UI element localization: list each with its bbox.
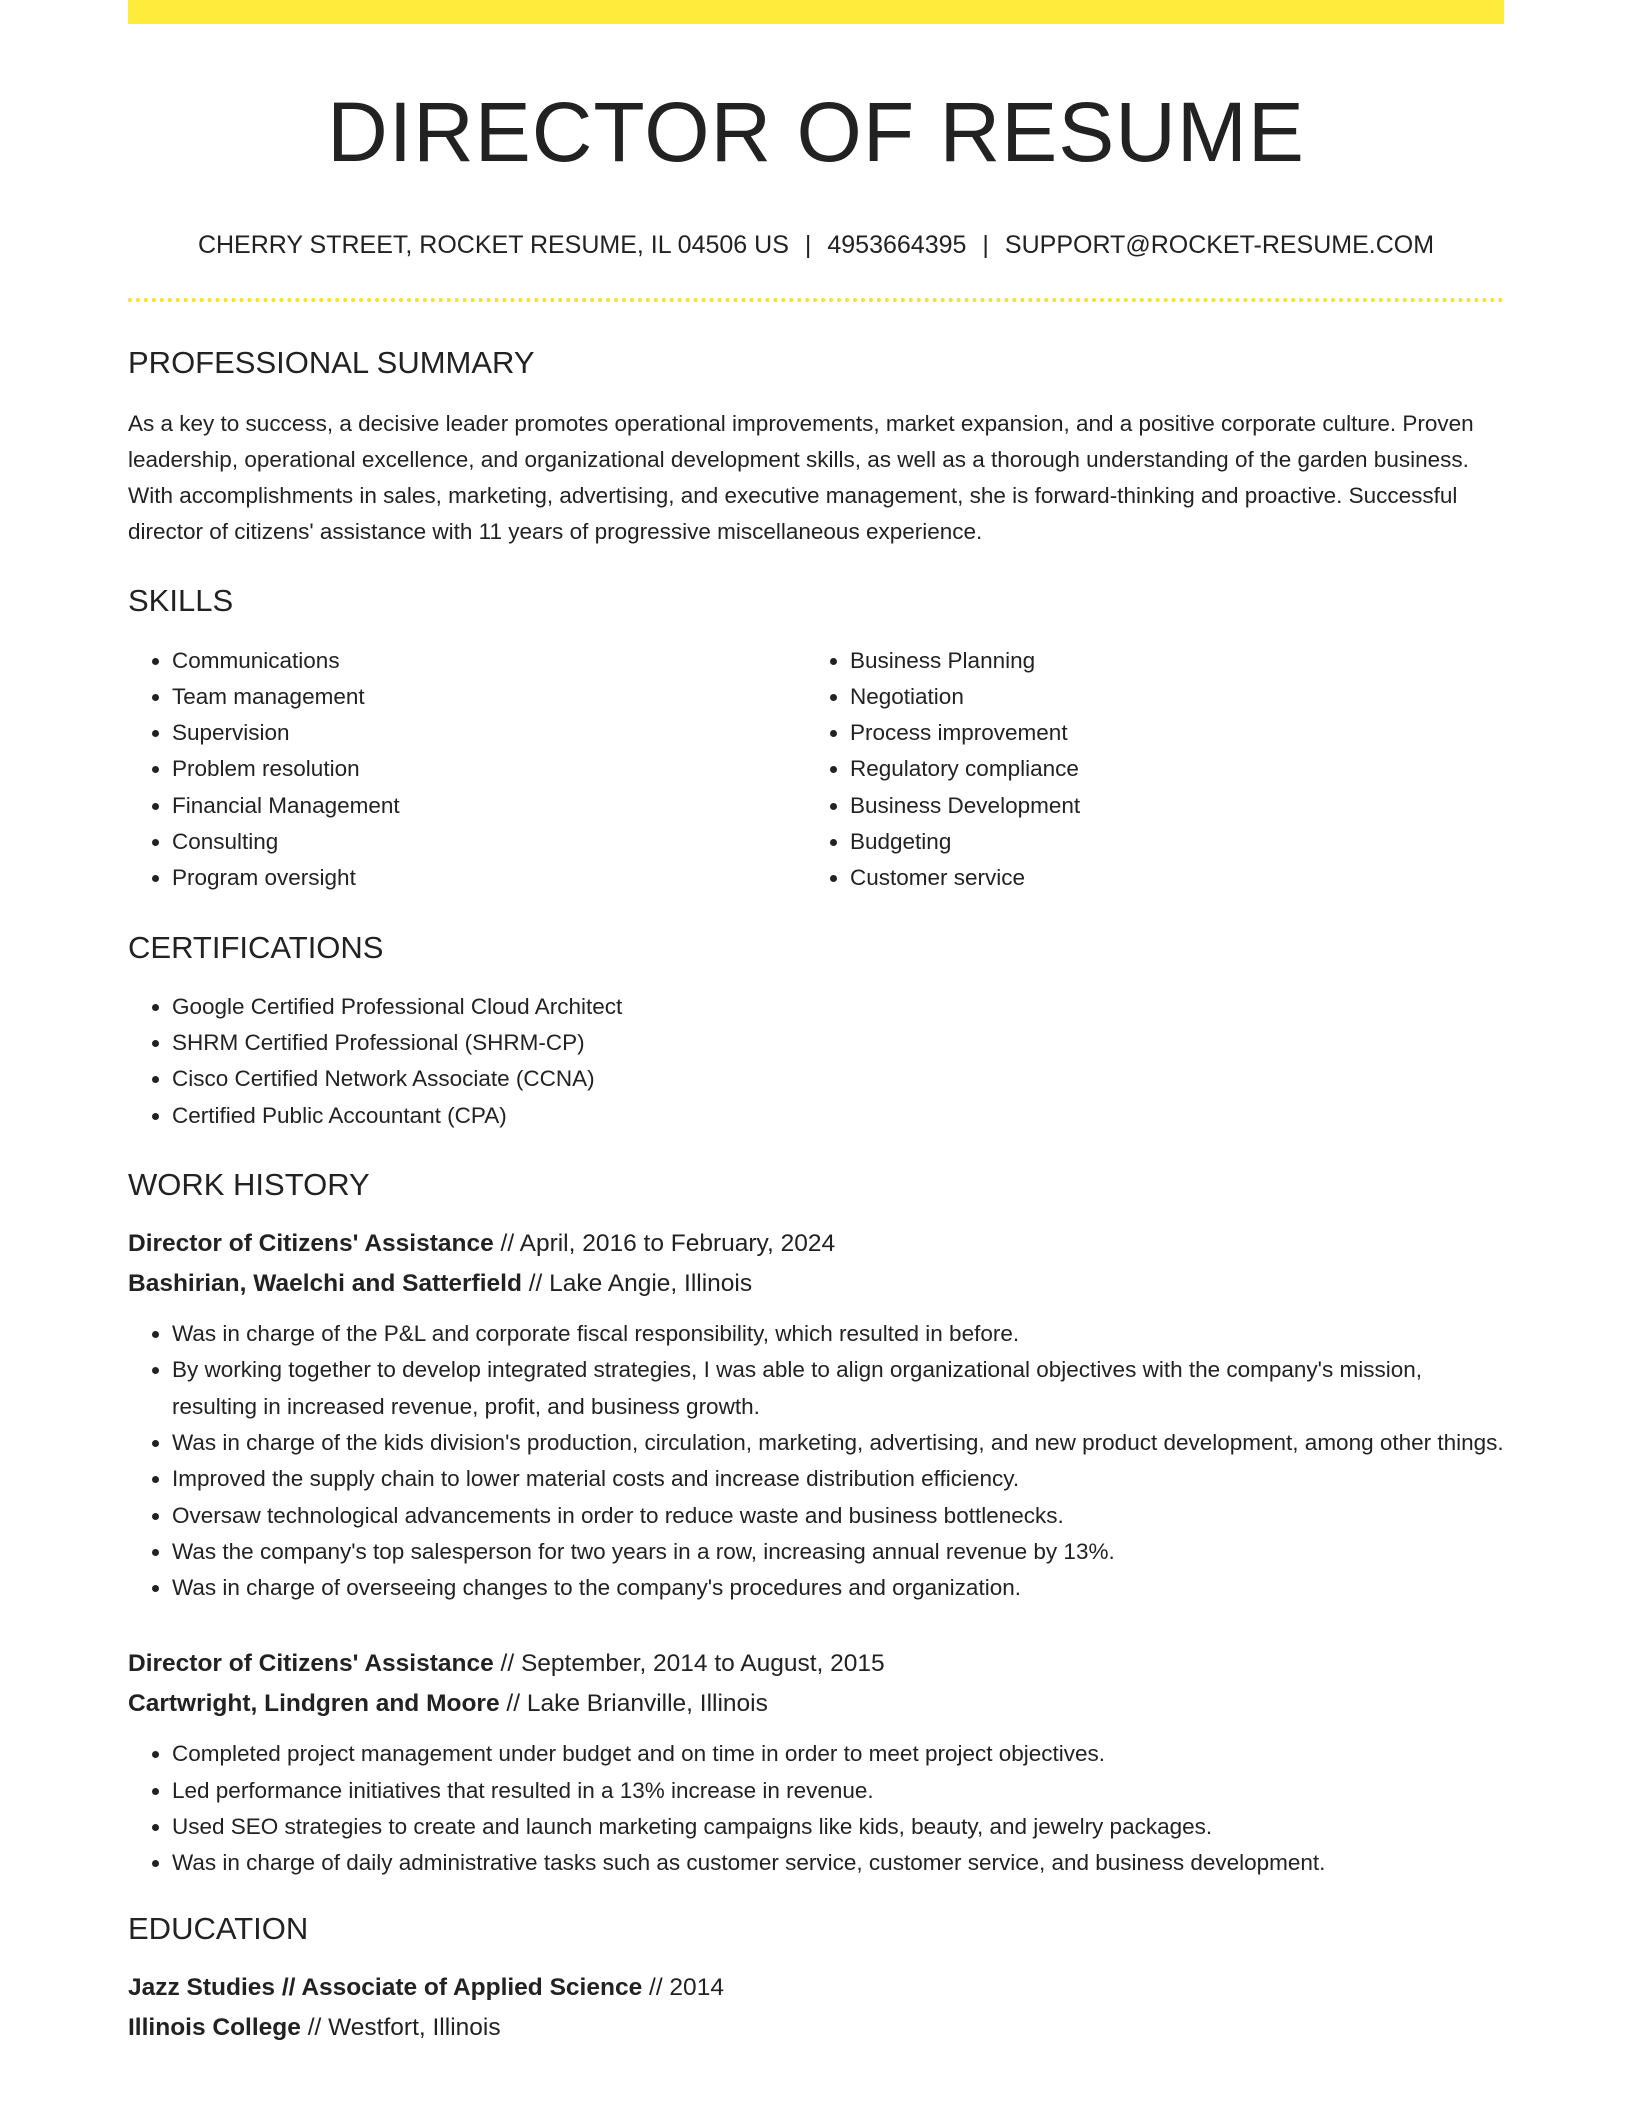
job-bullet: • Was in charge of daily administrative tasks such as customer service, customer service, and business development. (172, 1845, 1504, 1881)
job-bullet: • Led performance initiatives that resulted in a 13% increase in revenue. (172, 1773, 1504, 1809)
contact-line (128, 230, 1504, 260)
skills-right-list (806, 643, 1484, 897)
skill-item: • Customer service (850, 860, 1484, 896)
job-company-line (128, 1264, 1504, 1304)
education-degree-line (128, 1968, 1504, 2008)
job-company-line (128, 1684, 1504, 1724)
education-degree: Jazz Studies // Associate of Applied Science (128, 1973, 643, 2001)
job-company: Cartwright, Lindgren and Moore (128, 1690, 500, 1718)
resume-name: DIRECTOR OF RESUME (327, 85, 1305, 179)
contact-email: SUPPORT@ROCKET-RESUME.COM (1004, 231, 1435, 260)
job-entry (128, 1224, 1504, 1606)
job-role: Director of Citizens' Assistance (128, 1230, 494, 1258)
job-dates: // April, 2016 to February, 2024 (500, 1230, 836, 1258)
job-bullets (128, 1736, 1504, 1881)
certification-item: • Google Certified Professional Cloud Architect (172, 989, 1504, 1025)
contact-separator: | (804, 231, 812, 260)
education-year: // 2014 (649, 1973, 724, 2001)
skill-item: • Financial Management (172, 788, 806, 824)
job-company: Bashirian, Waelchi and Satterfield (128, 1270, 522, 1298)
skills-grid (128, 643, 1504, 897)
education-entry (128, 1968, 1504, 2048)
resume-content (128, 0, 1504, 2048)
summary-heading: PROFESSIONAL SUMMARY (128, 345, 535, 381)
skill-item: • Process improvement (850, 715, 1484, 751)
job-bullet: • Improved the supply chain to lower material costs and increase distribution efficiency. (172, 1461, 1504, 1497)
skill-item: • Supervision (172, 715, 806, 751)
skill-item: • Communications (172, 643, 806, 679)
certification-item: • Cisco Certified Network Associate (CCNA) (172, 1061, 1504, 1097)
skills-heading: SKILLS (128, 583, 234, 619)
job-role: Director of Citizens' Assistance (128, 1650, 494, 1678)
job-role-line (128, 1224, 1504, 1264)
skill-item: • Negotiation (850, 679, 1484, 715)
skill-item: • Business Development (850, 788, 1484, 824)
job-role-line (128, 1644, 1504, 1684)
skills-left-list (128, 643, 806, 897)
job-bullet: • Completed project management under budget and on time in order to meet project objectives. (172, 1736, 1504, 1772)
job-bullet: • Was in charge of overseeing changes to the company's procedures and organization. (172, 1570, 1504, 1606)
skills-right-column (806, 643, 1484, 897)
skill-item: • Team management (172, 679, 806, 715)
work-history-heading: WORK HISTORY (128, 1166, 370, 1202)
skills-left-column (128, 643, 806, 897)
job-location: // Lake Brianville, Illinois (506, 1690, 768, 1718)
dotted-divider (128, 298, 1504, 302)
education-school: Illinois College (128, 2013, 301, 2041)
accent-bar (128, 0, 1504, 24)
skill-item: • Business Planning (850, 643, 1484, 679)
summary-text: As a key to success, a decisive leader promotes operational improvements, market expansion, and a positive corporate culture. Proven leadership, operational excellence, and organizational development skills, as well as a thorough understanding of the garden business. With accomplishments in sales, marketing, advertising, and executive management, she is forward-thinking and proactive. Successful director of citizens' assistance with 11 years of progressive miscellaneous experience. (128, 411, 1474, 545)
job-entry (128, 1644, 1504, 1881)
job-bullet: • Was in charge of the P&L and corporate fiscal responsibility, which resulted in before. (172, 1316, 1504, 1352)
job-bullet: • Used SEO strategies to create and launch marketing campaigns like kids, beauty, and jewelry packages. (172, 1809, 1504, 1845)
certifications-heading: CERTIFICATIONS (128, 929, 384, 965)
job-dates: // September, 2014 to August, 2015 (500, 1650, 885, 1678)
contact-address: CHERRY STREET, ROCKET RESUME, IL 04506 US (197, 231, 789, 260)
contact-phone: 4953664395 (827, 231, 967, 260)
contact-separator: | (982, 231, 989, 260)
job-location: // Lake Angie, Illinois (528, 1270, 753, 1298)
job-bullet: • Was in charge of the kids division's production, circulation, marketing, advertising, and new product development, among other things. (172, 1425, 1504, 1461)
skill-item: • Budgeting (850, 824, 1484, 860)
education-heading: EDUCATION (128, 1910, 309, 1946)
skill-item: • Consulting (172, 824, 806, 860)
skill-item: • Problem resolution (172, 751, 806, 787)
certification-item: • Certified Public Accountant (CPA) (172, 1098, 1504, 1134)
job-bullet: • Was the company's top salesperson for two years in a row, increasing annual revenue by 13%. (172, 1534, 1504, 1570)
job-bullets (128, 1316, 1504, 1606)
education-school-line (128, 2008, 1504, 2048)
skill-item: • Program oversight (172, 860, 806, 896)
certifications-list (128, 989, 1504, 1134)
certification-item: • SHRM Certified Professional (SHRM-CP) (172, 1025, 1504, 1061)
job-bullet: • By working together to develop integrated strategies, I was able to align organizational objectives with the company's mission, resulting in increased revenue, profit, and business growth. (172, 1352, 1504, 1425)
job-bullet: • Oversaw technological advancements in order to reduce waste and business bottlenecks. (172, 1498, 1504, 1534)
education-location: // Westfort, Illinois (307, 2013, 501, 2041)
skill-item: • Regulatory compliance (850, 751, 1484, 787)
